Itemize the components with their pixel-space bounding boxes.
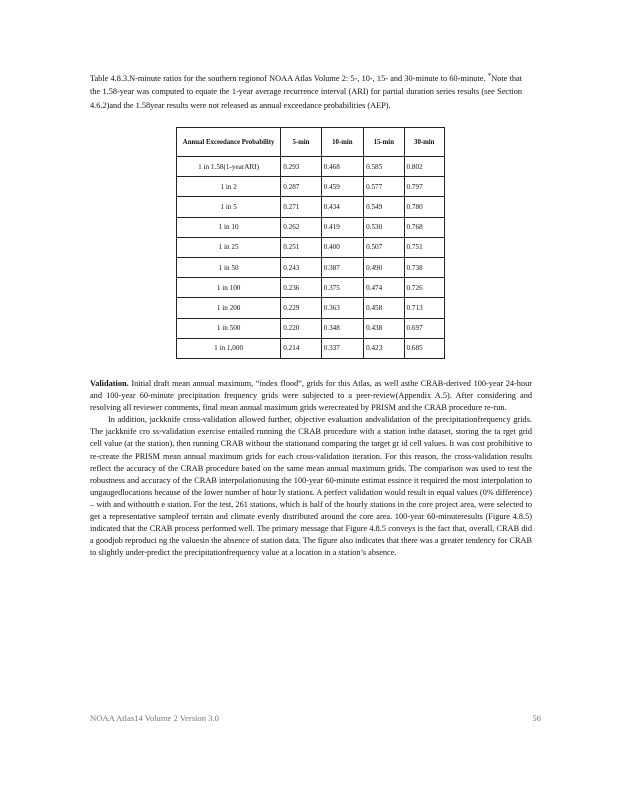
row-label: 1 in 100 xyxy=(177,278,281,298)
table-row xyxy=(177,197,445,217)
header-10-min: 10-min xyxy=(321,128,363,157)
row-label: 1 in 25 xyxy=(177,237,281,257)
cell-5-min: 0.214 xyxy=(281,338,321,358)
row-label: 1 in 50 xyxy=(177,257,281,277)
cell-15-min: 0.438 xyxy=(364,318,404,338)
note-marker: * xyxy=(487,72,492,80)
table-row xyxy=(177,177,445,197)
cell-10-min: 0.337 xyxy=(321,338,363,358)
footer-title: NOAA Atlas14 Volume 2 Version 3.0 xyxy=(90,713,219,723)
cell-5-min: 0.271 xyxy=(281,197,321,217)
cell-30-min: 0.697 xyxy=(404,318,444,338)
cell-30-min: 0.751 xyxy=(404,237,444,257)
cell-30-min: 0.802 xyxy=(404,157,444,177)
cell-10-min: 0.419 xyxy=(321,217,363,237)
page-number: 56 xyxy=(532,713,541,723)
row-label: 1 in 5 xyxy=(177,197,281,217)
cell-10-min: 0.468 xyxy=(321,157,363,177)
cell-15-min: 0.585 xyxy=(364,157,404,177)
cell-5-min: 0.220 xyxy=(281,318,321,338)
cell-30-min: 0.685 xyxy=(404,338,444,358)
cell-30-min: 0.780 xyxy=(404,197,444,217)
cell-5-min: 0.229 xyxy=(281,298,321,318)
cell-15-min: 0.577 xyxy=(364,177,404,197)
table-caption xyxy=(90,72,522,112)
caption-text: Table 4.8.3.N-minute ratios for the southern regionof NOAA Atlas Volume 2: 5-, 10-, 15- and 30-minute to 60-minute. xyxy=(90,74,486,83)
cell-30-min: 0.713 xyxy=(404,298,444,318)
validation-heading: Validation. xyxy=(90,379,129,388)
cell-15-min: 0.490 xyxy=(364,257,404,277)
cell-5-min: 0.251 xyxy=(281,237,321,257)
table-row xyxy=(177,298,445,318)
cell-10-min: 0.348 xyxy=(321,318,363,338)
cell-5-min: 0.293 xyxy=(281,157,321,177)
header-30-min: 30-min xyxy=(404,128,444,157)
cell-30-min: 0.726 xyxy=(404,278,444,298)
cell-15-min: 0.474 xyxy=(364,278,404,298)
header-probability: Annual Exceedance Probability xyxy=(177,128,281,157)
cell-10-min: 0.459 xyxy=(321,177,363,197)
cell-5-min: 0.262 xyxy=(281,217,321,237)
cell-5-min: 0.236 xyxy=(281,278,321,298)
cell-30-min: 0.768 xyxy=(404,217,444,237)
header-5-min: 5-min xyxy=(281,128,321,157)
validation-section xyxy=(90,378,532,559)
table-row xyxy=(177,157,445,177)
cell-5-min: 0.287 xyxy=(281,177,321,197)
validation-paragraph-2: In addition, jackknife cross-validation allowed further, objective evaluation andvalidation of the precipitationfrequency grids. The jackknife cro ss-validation exercise entailed running the CRAB procedure with a station inthe dataset, storing the ta rget grid cell value (at the station), then running CRAB without the stationand comparing the target gr id cell values. It was cost prohibitive to re-create the PRISM mean annual maximum grids for each cross-validation iteration. For this reason, the cross-validation results reflect the accuracy of the CRAB procedure based on the same mean annual maximum grids. The comparison was used to test the robustness and accuracy of the CRAB interpolationusing the 100-year 60-minute estimat essince it required the most interpolation to ungaugedlocations because of the lower number of hour ly stations. A perfect validation would result in equal values (0% difference) – with and withoutth e station. For the test, 261 stations, which is half of the hourly stations in the core project area, were selected to get a representative sampleof terrain and climate evenly distributed around the core area. 100-year 60-minuteresults (Figure 4.8.5) indicated that the CRAB process performed well. The primary message that Figure 4.8.5 conveys is the fact that, overall, CRAB did a goodjob reproduci ng the valuesin the absence of station data. The figure also indicates that there was a greater tendency for CRAB to slightly under-predict the precipitationfrequency value at a location in a station’s absence. xyxy=(90,415,532,558)
header-15-min: 15-min xyxy=(364,128,404,157)
table-row xyxy=(177,338,445,358)
table-row xyxy=(177,318,445,338)
cell-15-min: 0.458 xyxy=(364,298,404,318)
row-label: 1 in 1.58(1-yearARI) xyxy=(177,157,281,177)
table-row xyxy=(177,217,445,237)
validation-paragraph-1-text: Initial draft mean annual maximum, “index flood”, grids for this Atlas, as well asthe CRAB-derived 100-year 24-hour and 100-year 60-minute precipitation frequency grids were subjected to a peer-review(Appendix A.5). After considering and resolving all reviewer comments, final mean annual maximum grids werecreated by PRISM and the CRAB procedure re-run. xyxy=(90,379,533,413)
cell-10-min: 0.434 xyxy=(321,197,363,217)
cell-15-min: 0.530 xyxy=(364,217,404,237)
cell-10-min: 0.363 xyxy=(321,298,363,318)
validation-paragraph-1 xyxy=(90,378,532,414)
caption-note: Note that the 1.58-year was computed to equate the 1-year average recurrence interval (ARI) for partial duration series results (see Section 4.6.2)and the 1.58year results were not released as annual exceedance probabilities (AEP). xyxy=(90,74,522,110)
row-label: 1 in 200 xyxy=(177,298,281,318)
cell-10-min: 0.375 xyxy=(321,278,363,298)
cell-15-min: 0.549 xyxy=(364,197,404,217)
table-header-row xyxy=(177,128,445,157)
row-label: 1 in 500 xyxy=(177,318,281,338)
cell-5-min: 0.243 xyxy=(281,257,321,277)
n-minute-ratio-table xyxy=(176,127,445,359)
cell-10-min: 0.400 xyxy=(321,237,363,257)
cell-30-min: 0.797 xyxy=(404,177,444,197)
row-label: 1 in 10 xyxy=(177,217,281,237)
cell-30-min: 0.738 xyxy=(404,257,444,277)
cell-15-min: 0.423 xyxy=(364,338,404,358)
cell-10-min: 0.387 xyxy=(321,257,363,277)
table-row xyxy=(177,278,445,298)
table-row xyxy=(177,257,445,277)
row-label: 1 in 1,000 xyxy=(177,338,281,358)
cell-15-min: 0.507 xyxy=(364,237,404,257)
row-label: 1 in 2 xyxy=(177,177,281,197)
table-row xyxy=(177,237,445,257)
